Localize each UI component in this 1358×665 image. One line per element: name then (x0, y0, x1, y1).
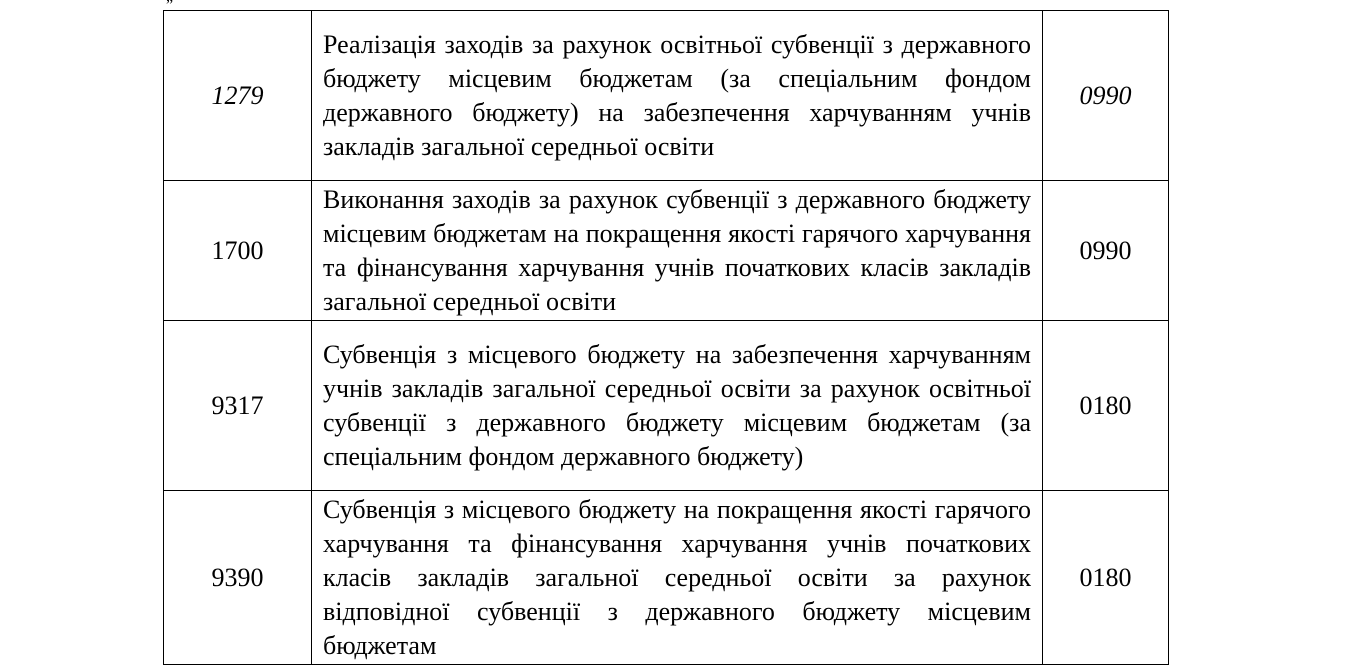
function-code-cell: 0180 (1043, 321, 1169, 491)
program-code-cell: 1279 (164, 11, 312, 181)
budget-codes-table (163, 10, 1169, 665)
description-cell: Виконання заходів за рахунок субвенції з державного бюджету місцевим бюджетам на покращення якості гарячого харчування та фінансування харчування учнів початкових класів закладів загальної середньої освіти (312, 181, 1043, 321)
table-row (164, 321, 1169, 491)
program-code-cell: 9390 (164, 491, 312, 665)
function-code-cell: 0180 (1043, 491, 1169, 665)
function-code-cell: 0990 (1043, 11, 1169, 181)
program-code-cell: 1700 (164, 181, 312, 321)
table-row (164, 181, 1169, 321)
table-row (164, 11, 1169, 181)
description-cell: Субвенція з місцевого бюджету на покращення якості гарячого харчування та фінансування харчування учнів початкових класів закладів загальної середньої освіти за рахунок відповідної субвенції з державного бюджету місцевим бюджетам (312, 491, 1043, 665)
table-row (164, 491, 1169, 665)
description-cell: Реалізація заходів за рахунок освітньої субвенції з державного бюджету місцевим бюджетам (за спеціальним фондом державного бюджету) на забезпечення харчуванням учнів закладів загальної середньої освіти (312, 11, 1043, 181)
function-code-cell: 0990 (1043, 181, 1169, 321)
program-code-cell: 9317 (164, 321, 312, 491)
quotation-mark (166, 0, 173, 5)
description-cell: Субвенція з місцевого бюджету на забезпечення харчуванням учнів закладів загальної середньої освіти за рахунок освітньої субвенції з державного бюджету місцевим бюджетам (за спеціальним фондом державного бюджету) (312, 321, 1043, 491)
